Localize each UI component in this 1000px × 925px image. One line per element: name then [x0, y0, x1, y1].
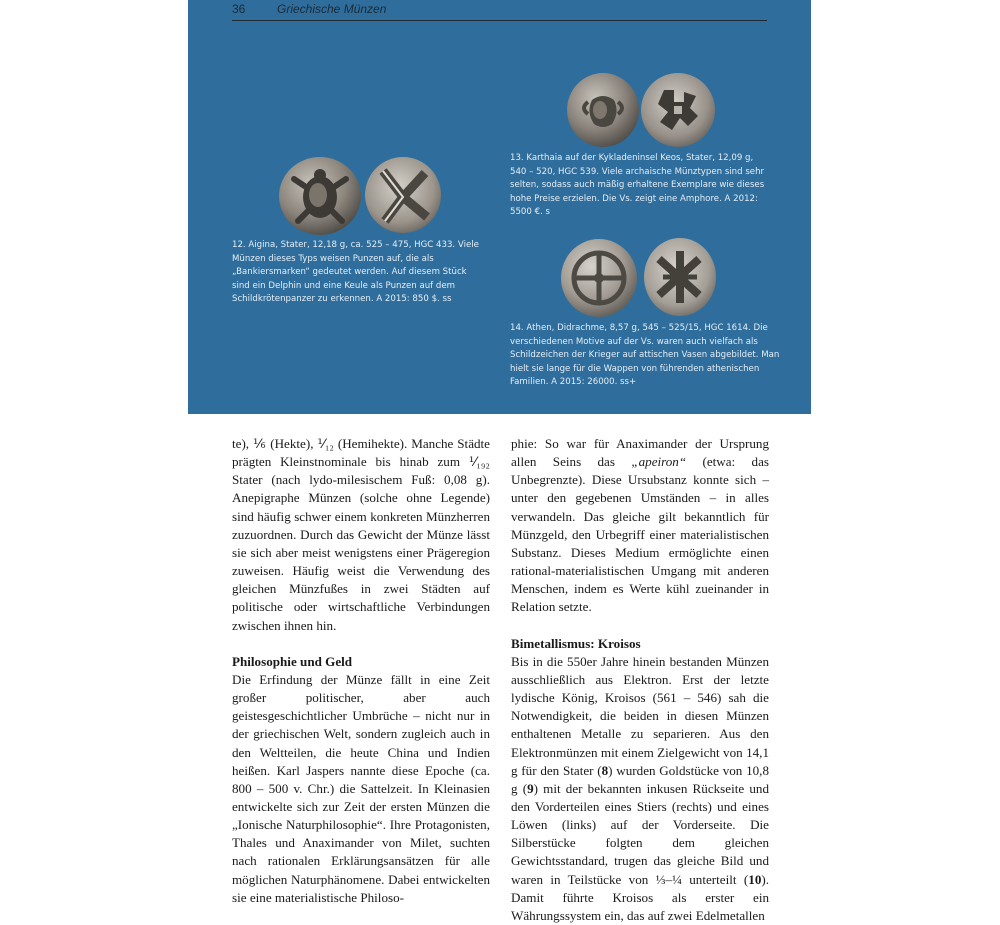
running-title: Griechische Münzen [277, 2, 387, 16]
figure-ref-9: 9 [527, 780, 534, 796]
coin-12-reverse-image [363, 155, 443, 235]
caption-coin-12: 12. Aigina, Stater, 12,18 g, ca. 525 – 475, HGC 433. Viele Münzen dieses Typs weisen Punzen auf, die als „Bankiersmarken“ gedeutet werden. Auf diesem Stück sind ein Delphin und eine Keule als Punzen auf dem Schildkrötenpanzer zu erkennen. A 2015: 850 $. ss [232, 240, 479, 305]
coin-13-reverse-image [640, 72, 716, 148]
running-head [232, 2, 767, 21]
term-apeiron: „apeiron“ [631, 454, 687, 470]
heading-bimetallism: Bimetallismus: Kroisos [511, 635, 641, 651]
paragraph-weights: te), ⅙ (Hekte), ⅟₁₂ (Hemihekte). Manche Städte prägten Kleinstnominale bis hinab zum ⅟₁₉₂ Stater (nach lydo-milesischem Fuß: 0,08 g). Anepigraphe Münzen (solche ohne Legende) sind häufig schwer einem konkreten Münzherren zuzuordnen. Durch das Gewicht der Münze lässt sie sich aber meist wenigstens einer Prägeregion zuweisen. Häufig weist die Verwendung des gleichen Münzfußes in zwei Städten auf politische oder wirtschaftliche Verbindungen zwischen ihnen hin. [232, 436, 490, 633]
page-number: 36 [232, 2, 246, 16]
paragraph-apeiron: phie: So war für Anaximander der Ursprung allen Seins das „apeiron“ (etwa: das Unbegrenzte). Diese Ursubstanz konnte sich – unter den gegebenen Umständen – in alles verwandeln. Das gleiche gilt bekanntlich für Münzgeld, den Urbegriff einer materialistischen Substanz. Dieses Medium ermöglichte einen rational-materialistischen Umgang mit anderen Menschen, indem es Werte kühl zueinander in Relation setzte. [511, 436, 769, 615]
paragraph-philosophy: Die Erfindung der Münze fällt in eine Zeit großer politischer, aber auch geistesgeschichtlicher Umbrüche – nicht nur in der griechischen Welt, sondern zugleich auch in den Weltteilen, die heute China und Indien heißen. Karl Jaspers nannte diese Epoche (ca. 800 – 500 v. Chr.) die Sattelzeit. In Kleinasien entwickelte sich zur Zeit der ersten Münzen die „Ionische Naturphilosophie“. Ihre Protagonisten, Thales und Anaximander von Milet, suchten nach rationalen Erklärungsansätzen für alle möglichen Naturphänomene. Dabei entwickelten sie eine materialistische Philoso- [232, 671, 490, 905]
figure-ref-8: 8 [601, 762, 609, 778]
caption-coin-13: 13. Karthaia auf der Kykladeninsel Keos, Stater, 12,09 g, 540 – 520, HGC 539. Viele archaische Münztypen sind sehr selten, sodass auch mäßig erhaltene Exemplare wie dieses hohe Preise erzielen. Die Vs. zeigt eine Amphore. A 2012: 5500 €. s [510, 153, 765, 218]
text-column-right [511, 435, 769, 925]
paragraph-bimetallism: Bis in die 550er Jahre hinein bestanden Münzen ausschließlich aus Elektron. Erst der letzte lydische König, Kroisos (561 – 546) sah die Notwendigkeit, die beiden in diesen Münzen enthaltenen Metalle zu separieren. Aus den Elektronmünzen mit einem Zielgewicht von 14,1 g für den Stater (8) wurden Goldstücke von 10,8 g (9) mit der bekannten inkusen Rückseite und den Vorderteilen eines Stiers (rechts) und eines Löwen (links) auf der Vorderseite. Die Silberstücke folgten dem gleichen Gewichtsstandard, trugen das gleiche Bild und waren in Teilstücke von ⅓–¼ unterteilt (10). Damit führte Kroisos als erster ein Währungssystem ein, das auf zwei Edelmetallen [511, 653, 769, 923]
caption-coin-14: 14. Athen, Didrachme, 8,57 g, 545 – 525/15, HGC 1614. Die verschiedenen Motive auf der Vs. waren auch vielfach als Schildzeichen der Krieger auf attischen Vasen abgebildet. Man hielt sie lange für die Wappen von führenden athenischen Familien. A 2015: 26000. ss+ [510, 323, 780, 388]
figure-panel [188, 0, 811, 414]
text-column-left [232, 435, 490, 907]
coin-14-obverse-image [560, 238, 638, 318]
heading-philosophy: Philosophie und Geld [232, 653, 353, 669]
coin-14-reverse-image [643, 237, 717, 317]
coin-13-obverse-image [566, 72, 640, 148]
coin-12-obverse-image [278, 155, 362, 237]
figure-ref-10: 10 [748, 871, 762, 887]
